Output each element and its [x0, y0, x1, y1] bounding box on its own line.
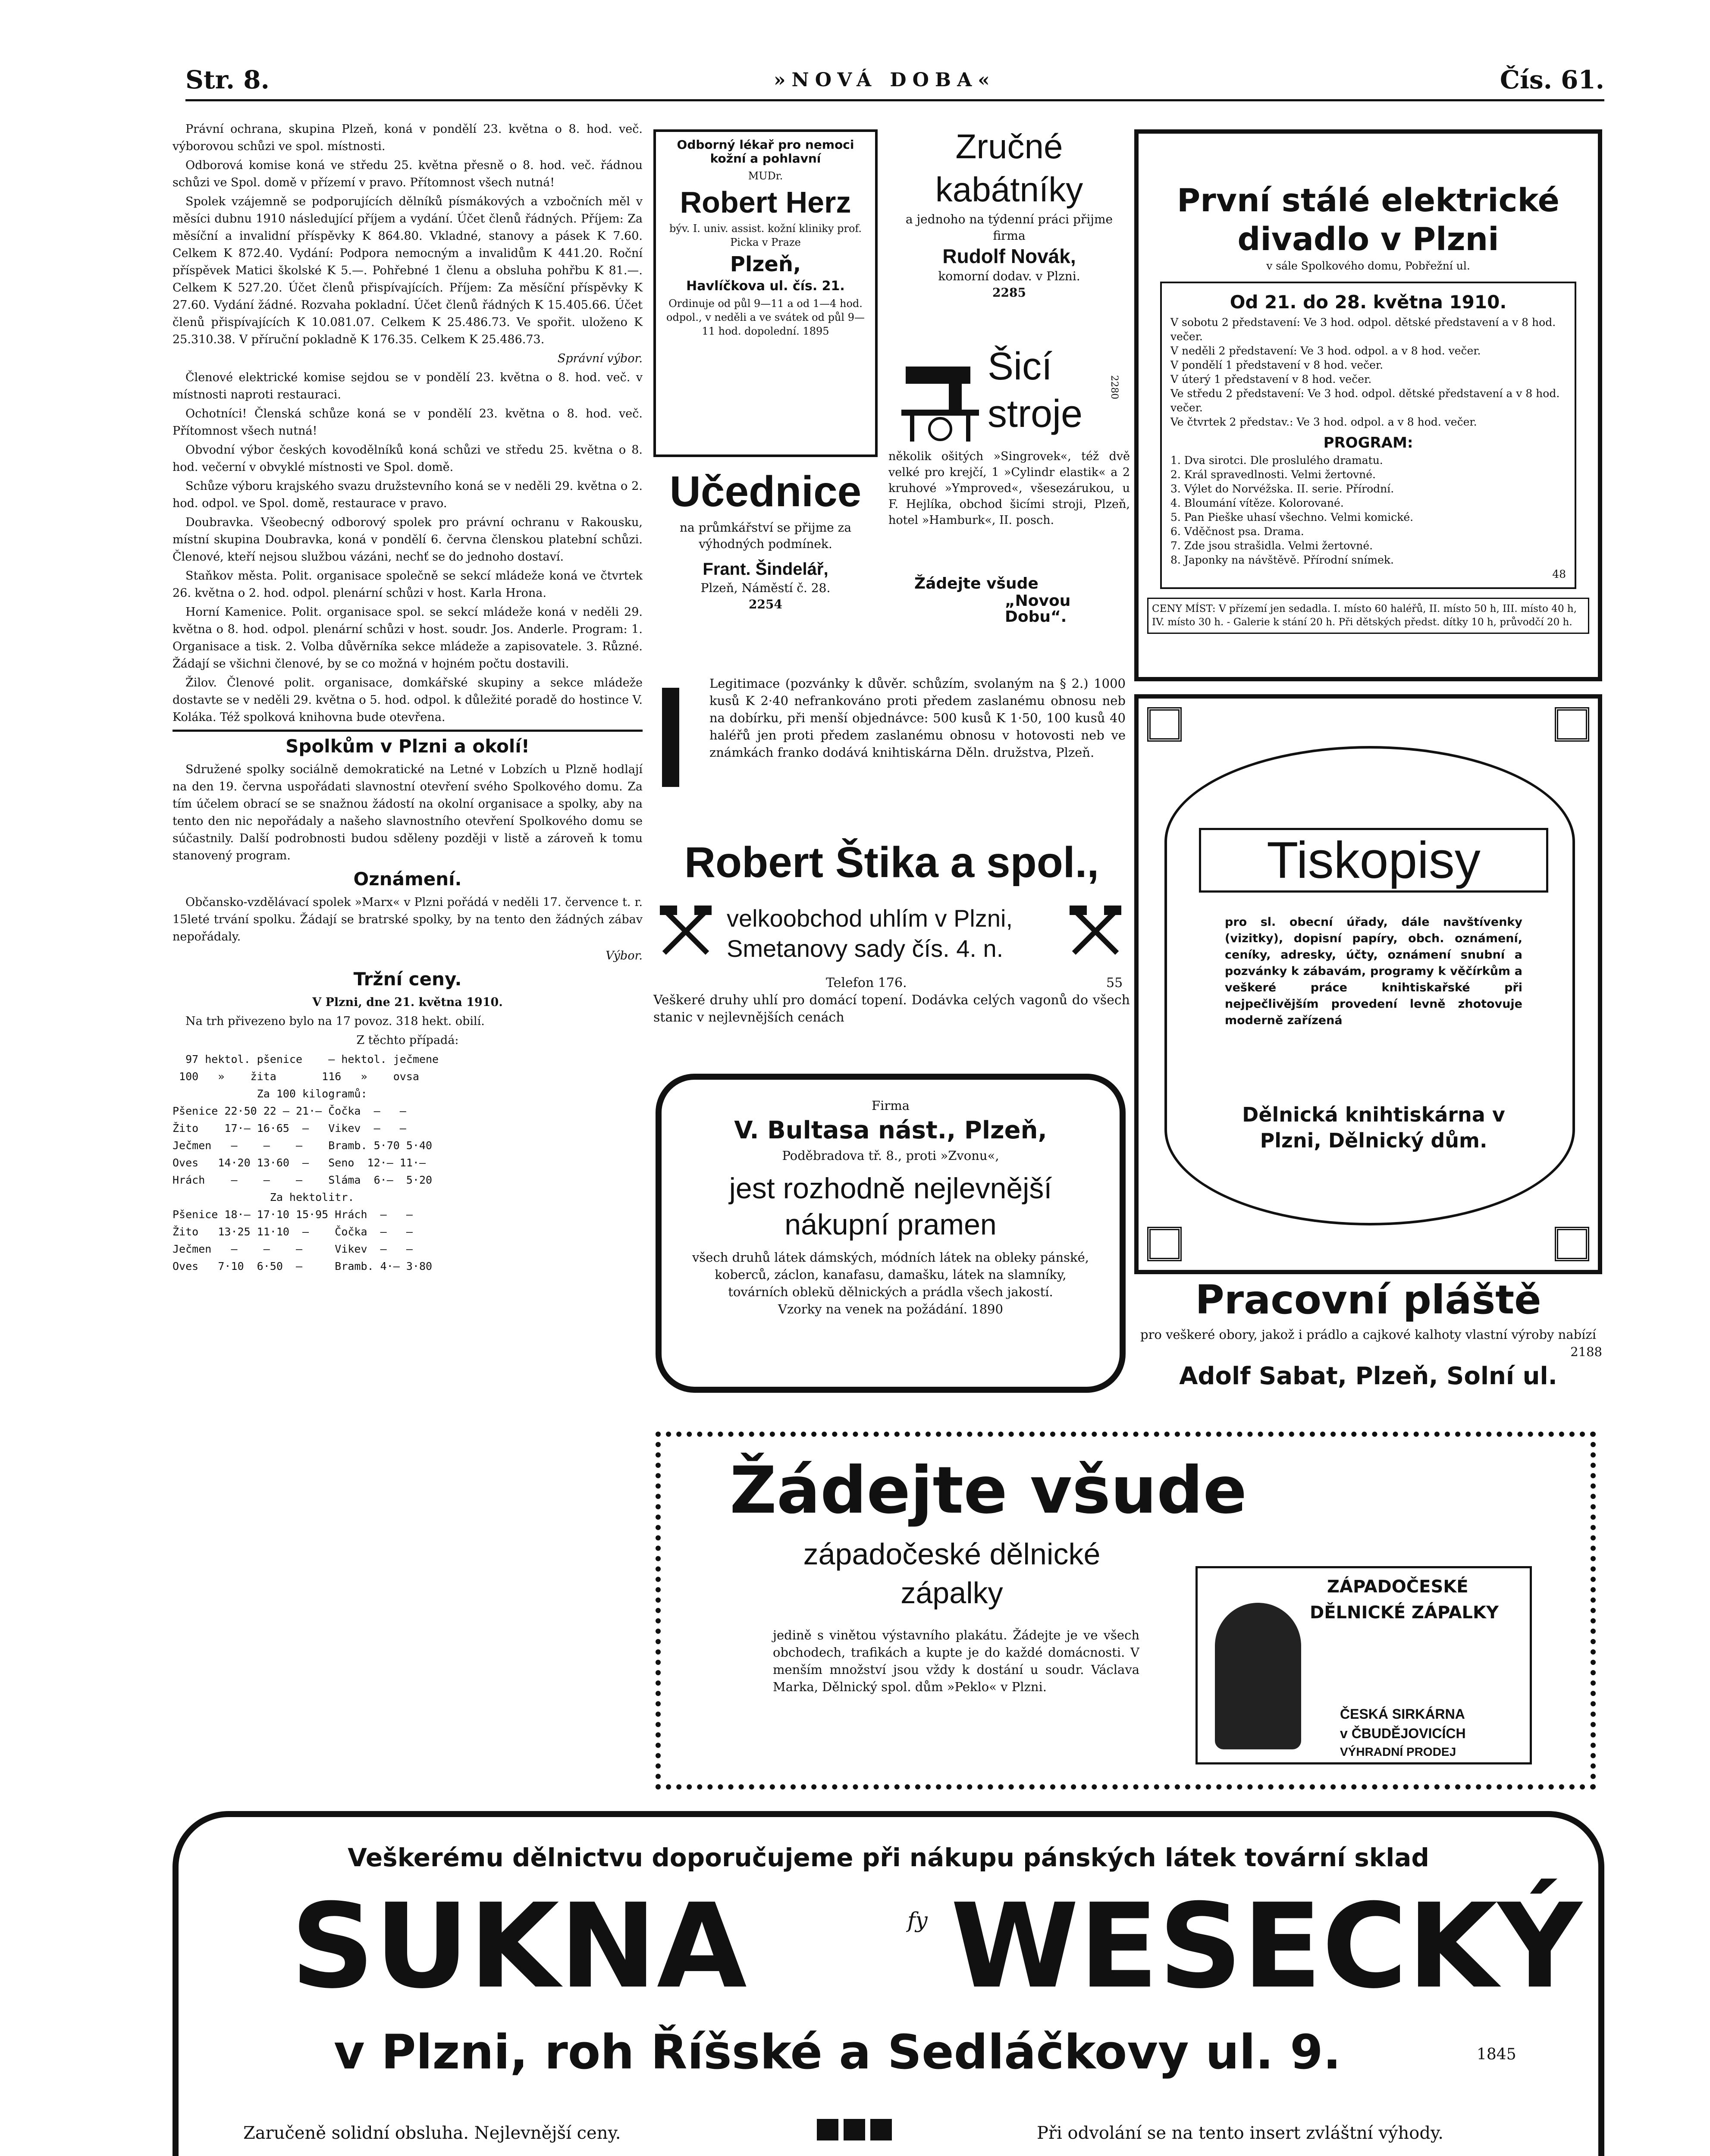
cinema-program-item: 4. Bloumání vítěze. Kolorované.: [1170, 497, 1344, 509]
market-price-row: Oves 14·20 13·60 — Seno 12·— 11·—: [173, 1156, 426, 1169]
cinema-program-item: 7. Zde jsou strašidla. Velmi žertovné.: [1170, 539, 1373, 552]
market-price-row: 100 » žita 116 » ovsa: [173, 1070, 419, 1083]
page-number: Str. 8.: [185, 65, 270, 94]
news-item: Sdružené spolky sociálně demokratické na Letné v Lobzích u Plzně hodlají na den 19. června uspořádati slavnostní otevření svého Spolkového domu. Za tím účelem obrací se se snažnou žádostí na okolní organisace a spolky, aby na tento den nic nepořádaly a našeho slavnostního otevření Spolkového domu se súčastnily. Další podrobnosti budou sděleny později v listě a zároveň k tomu stanovený program.: [173, 763, 643, 862]
news-column: [173, 121, 643, 1302]
market-price-row: Oves 7·10 6·50 — Bramb. 4·— 3·80: [173, 1260, 433, 1272]
ad-matches-logo: [1195, 1566, 1532, 1764]
market-price-table: [173, 1051, 643, 1275]
black-squares-icon: [817, 2119, 892, 2140]
ad-bultas-firma: Firma: [871, 1098, 910, 1113]
ad-apprentice-num: 2254: [749, 597, 782, 611]
cinema-schedule-row: V úterý 1 představení v 8 hod. večer.: [1170, 373, 1372, 385]
ad-apprentice: [653, 464, 878, 649]
hammers-icon: [1067, 903, 1123, 959]
ad-matches-logo-2: DĚLNICKÉ ZÁPALKY: [1310, 1603, 1499, 1623]
market-price-row: Pšenice 18·— 17·10 15·95 Hrách — —: [173, 1208, 413, 1221]
ad-wesecky-right: Při odvolání se na tento insert zvláštní výhody.: [1037, 2123, 1443, 2143]
market-price-row: Pšenice 22·50 22 — 21·— Čočka — —: [173, 1105, 406, 1117]
ad-bultas-text: všech druhů látek dámských, módních látek na obleky pánské, koberců, záclon, kanafasu, damašku, látek na slamníky, továrních oblekŭ dělnických a prádla všech jakostí.: [692, 1250, 1089, 1299]
ad-apprentice-address: Plzeň, Náměstí č. 28.: [700, 581, 831, 595]
ad-cinema-prices: CENY MÍST: V přízemí jen sedadla. I. místo 60 haléřů, II. místo 50 h, III. místo 40 h, IV. místo 30 h. - Galerie k stání 20 h. Při dětských předst. dítky 10 h, průvodčí 20 h.: [1147, 598, 1589, 634]
cinema-schedule-row: Ve středu 2 představení: Ve 3 hod. odpol. dětské představení a v 8 hod. večer.: [1170, 387, 1560, 414]
news-signature: Výbor.: [606, 949, 643, 962]
market-price-row: 97 hektol. pšenice — hektol. ječmene: [173, 1053, 439, 1065]
ad-tailors-title-1: Zručné: [955, 127, 1063, 166]
cinema-program-item: 2. Král spravedlnosti. Velmi žertovné.: [1170, 468, 1376, 481]
ad-coal-title: Robert Štika a spol.,: [684, 838, 1099, 887]
cinema-program-item: 5. Pan Pieške uhasí všechno. Velmi komické.: [1170, 511, 1414, 523]
page-header: [185, 60, 1604, 101]
ad-workcoats-title: Pracovní pláště: [1195, 1277, 1541, 1323]
market-price-row: Hrách — — — Sláma 6·— 5·20: [173, 1174, 433, 1186]
hammers-icon: [658, 903, 714, 959]
news-item: Ochotníci! Členská schůze koná se v pondělí 23. května o 8. hod. več. Přítomnost všech nutná!: [173, 407, 643, 438]
news-item: Staňkov města. Polit. organisace společně se sekcí mládeže koná ve čtvrtek 26. května o 2. hod. odpol. plenární schůzi v host. Karla Hrona.: [173, 569, 643, 600]
ad-tailors-num: 2285: [992, 285, 1026, 300]
ad-doctor-name: Robert Herz: [680, 185, 851, 219]
ad-printing-title: Tiskopisy: [1199, 828, 1548, 893]
ad-workcoats-num: 2188: [1570, 1344, 1602, 1359]
ad-wesecky-top: Veškerému dělnictvu doporučujeme při nákupu pánských látek tovární sklad: [348, 1843, 1429, 1872]
corner-ornament-icon: [1555, 1227, 1589, 1261]
ad-wesecky-num: 1845: [1477, 2046, 1516, 2063]
ad-bultas-slogan: jest rozhodně nejlevnější nákupní pramen: [729, 1172, 1052, 1241]
ad-apprentice-title: Učednice: [669, 467, 862, 516]
ad-tailors-name: Rudolf Novák,: [942, 245, 1076, 267]
ad-bultas-address: Poděbradova tř. 8., proti »Zvonu«,: [782, 1148, 999, 1163]
ad-sewing-num: 2280: [1109, 375, 1120, 399]
ad-wesecky: [173, 1811, 1604, 2156]
ad-printing-footer: Dělnická knihtiskárna v Plzni, Dělnický dům.: [1242, 1103, 1505, 1152]
ad-cinema-schedule: [1170, 315, 1566, 429]
ad-workcoats-text: pro veškeré obory, jakož i prádlo a cajkové kalhoty vlastní výroby nabízí: [1140, 1327, 1596, 1342]
market-intro: Na trh přivezeno bylo na 17 povoz. 318 hekt. obilí.: [185, 1015, 485, 1028]
ad-sewing-title-1: Šicí: [988, 345, 1053, 388]
news-item: Doubravka. Všeobecný odborový spolek pro právní ochranu v Rakousku, místní skupina Doubravka, koná v pondělí 6. června členskou platební schůzi. Členové, kteří nejsou službou vázáni, nechť se do jednoho dostaví.: [173, 516, 643, 564]
ad-apprentice-name: Frant. Šindelář,: [703, 560, 828, 579]
section-heading: Oznámení.: [353, 868, 462, 890]
cinema-schedule-row: V sobotu 2 představení: Ve 3 hod. odpol. dětské představení a v 8 hod. večer.: [1170, 316, 1556, 343]
ad-small-nova-doba: „Novou Dobu“.: [1005, 592, 1071, 626]
news-signature: Správní výbor.: [557, 352, 643, 365]
ad-coal-text: Veškeré druhy uhlí pro domácí topení. Dodávka celých vagonů do všech stanic v nejlevnějších cenách: [653, 993, 1130, 1025]
cinema-program-item: 6. Vděčnost psa. Drama.: [1170, 525, 1304, 538]
ad-coal-phone: Telefon 176.: [826, 975, 907, 990]
section-heading: Tržní ceny.: [353, 968, 462, 990]
ad-matches-logo-1: ZÁPADOČESKÉ: [1327, 1577, 1468, 1597]
corner-ornament-icon: [1147, 1227, 1182, 1261]
ad-bultas: [656, 1074, 1126, 1393]
cinema-program-item: 3. Výlet do Norvéžska. II. serie. Přírodní.: [1170, 483, 1394, 495]
ad-tailors-title-2: kabátníky: [935, 170, 1083, 209]
ad-wesecky-fy: fy: [907, 1908, 928, 1933]
ad-printing-text: pro sl. obecní úřady, dále navštívenky (vizitky), dopisní papíry, obch. oznámení, ceníky, adresky, účty, oznámení snubní a pozvánky k zábavám, programy k věčírkům a veškeré práce knihtiskařské při nejpečlivějším provedení levně zhotovuje moderně zařízená: [1225, 915, 1522, 1027]
news-item: Spolek vzájemně se podporujících dělníků písmákových a vzbočních měl v měsíci dubnu 1910 následující příjem a vydání. Účet členů řádných. Příjem: Za měsíční a invalidní příspěvky K 864.80. Vkladné, stanovy a pásek K 7.60. Celkem K 872.40. Vydání: Podpora nemocným a invalidům K 441.20. Roční příspěvek Matici školské K 5.—. Pohřebné 1 členu a obsluha pohřbu K 81.—. Celkem K 527.20. Účet členů přispívajících. Příjem: Za měsíční příspěvky K 27.60. Vydání žádné. Rozvaha pokladní. Účet členů řádných K 15.405.66. Účet členů přispívajících K 10.081.07. Celkem K 25.486.73. Ve spořit. uloženo K 25.310.38. V příruční pokladně K 176.35. Celkem K 25.486.73.: [173, 195, 643, 346]
corner-ornament-icon: [1555, 707, 1589, 742]
cinema-program-item: 1. Dva sirotci. Dle proslulého dramatu.: [1170, 454, 1383, 467]
ad-cinema-inner: [1160, 282, 1576, 589]
ad-bultas-footer: Vzorky na venek na požádání. 1890: [778, 1302, 1003, 1316]
ad-doctor-credentials: býv. I. univ. assist. kožní kliniky prof. Picka v Praze: [669, 222, 862, 248]
ad-matches: [656, 1432, 1596, 1789]
ad-workcoats: [1134, 1274, 1602, 1416]
black-bar: [662, 688, 679, 787]
ad-printing: [1134, 694, 1602, 1274]
news-item: Žilov. Členové polit. organisace, domkářské skupiny a sekce mládeže dostavte se v neděli 29. května o 5. hod. odpol. k důležité poradě do hostince V. Koláka. Též spolková knihovna bude otevřena.: [173, 676, 643, 724]
ad-tailors-address: komorní dodav. v Plzni.: [938, 269, 1080, 283]
ad-sewing-machines: [888, 341, 1130, 626]
ad-cinema-subtitle: v sále Spolkového domu, Pobřežní ul.: [1266, 260, 1470, 272]
market-price-row: Za 100 kilogramů:: [173, 1087, 367, 1100]
ad-cinema-program: [1170, 453, 1566, 567]
ad-matches-logo-4: v ČBUDĚJOVICÍCH: [1340, 1726, 1466, 1741]
divider: [173, 730, 643, 732]
market-price-row: Ječmen — — — Vikev — —: [173, 1243, 413, 1255]
news-item: Horní Kamenice. Polit. organisace spol. se sekcí mládeže koná v neděli 29. května o 8. hod. odpol. plenární schůzi v host. soudr. Jos. Anderle. Program: 1. Organisace a tisk. 2. Volba důvěrníka sekce mládeže a zapisovatele. 3. Různé. Žádají se všichni členové, by se co možná v hojném počtu dostavili.: [173, 605, 643, 671]
ad-legitimace-text: Legitimace (pozvánky k důvěr. schůzím, svolaným na § 2.) 1000 kusů K 2·40 nefrankováno proti předem zaslanému obnosu neb na dobírku, při menší objednávce: 500 kusů K 1·50, 100 kusů 40 haléřů jen proti předem zaslanému obnosu v hotovosti neb ve známkách franko dodává knihtiskárna Děln. družstva, Plzeň.: [709, 676, 1126, 760]
ad-cinema-dates: Od 21. do 28. května 1910.: [1230, 291, 1507, 313]
ad-small-zadejte: Žádejte všude: [914, 575, 1039, 592]
market-price-row: Ječmen — — — Bramb. 5·70 5·40: [173, 1139, 433, 1152]
ad-doctor-street: Havlíčkova ul. čís. 21.: [686, 279, 845, 294]
ad-matches-logo-5: VÝHRADNÍ PRODEJ: [1340, 1745, 1456, 1758]
ad-cinema-num: 48: [1552, 568, 1566, 580]
cinema-schedule-row: Ve čtvrtek 2 představ.: Ve 3 hod. odpol. a v 8 hod. večer.: [1170, 416, 1477, 428]
ad-wesecky-left: Zaručeně solidní obsluha. Nejlevnější ceny.: [243, 2123, 621, 2143]
ad-wesecky-big-2: WESECKÝ: [951, 1878, 1582, 2014]
ad-cinema-program-title: PROGRAM:: [1323, 434, 1413, 451]
corner-ornament-icon: [1147, 707, 1182, 742]
ad-bultas-name: V. Bultasa nást., Plzeň,: [734, 1116, 1047, 1144]
ad-coal-num: 55: [1106, 975, 1123, 990]
news-item: Právní ochrana, skupina Plzeň, koná v pondělí 23. května o 8. hod. več. výborovou schůzi ve spol. místnosti.: [173, 122, 643, 153]
ad-apprentice-text: na průmkářství se přijme za výhodných podmínek.: [679, 520, 852, 551]
ad-wesecky-address: v Plzni, roh Říšské a Sedláčkovy ul. 9.: [334, 2024, 1341, 2080]
ad-matches-sub-2: zápalky: [900, 1576, 1003, 1610]
ad-coal: [653, 834, 1130, 1063]
cinema-schedule-row: V pondělí 1 představení v 8 hod. večer.: [1170, 359, 1384, 371]
market-date: V Plzni, dne 21. května 1910.: [312, 996, 503, 1009]
market-price-row: Žito 13·25 11·10 — Čočka — —: [173, 1225, 413, 1238]
market-price-row: Žito 17·— 16·65 — Vikev — —: [173, 1122, 406, 1134]
news-item: Odborová komise koná ve středu 25. května přesně o 8. hod. več. řádnou schůzi ve Spol. domě v přízemí v pravo. Přítomnost všech nutná!: [173, 159, 643, 189]
ad-doctor-hours: Ordinuje od půl 9—11 a od 1—4 hod. odpol., v neděli a ve svátek od půl 9—11 hod. dopolední. 1895: [666, 298, 865, 337]
ad-doctor-title: Odborný lékař pro nemoci kožní a pohlavní: [677, 138, 854, 166]
news-item: Schůze výboru krajského svazu družstevního koná se v neděli 29. května o 2. hod. odpol. ve Spol. domě, restaurace v pravo.: [173, 479, 643, 510]
ad-matches-sub-1: západočeské dělnické: [803, 1537, 1101, 1571]
ad-wesecky-big-1: SUKNA: [291, 1878, 747, 2014]
market-price-row: Za hektolitr.: [173, 1191, 355, 1203]
ad-doctor-city: Plzeň,: [730, 252, 801, 276]
news-item: Členové elektrické komise sejdou se v pondělí 23. května o 8. hod. več. v místnosti naproti restauraci.: [173, 371, 643, 401]
cinema-program-item: 8. Japonky na návštěvě. Přírodní snímek.: [1170, 554, 1394, 566]
news-item: Občansko-vzdělávací spolek »Marx« v Plzni pořádá v neděli 17. července t. r. 15leté trvání spolku. Žádají se bratrské spolky, by na tento den žádných zábav nepořádaly.: [173, 896, 643, 943]
ad-matches-title: Žádejte všude: [730, 1453, 1247, 1528]
ad-sewing-title-2: stroje: [988, 392, 1083, 436]
ad-matches-text: jedině s vinětou výstavního plakátu. Žádejte je ve všech obchodech, trafikách a kupte je do každé domácnosti. V menším množství jsou vždy k dostání u soudr. Václava Marka, Dělnický spol. dům »Peklo« v Plzni.: [773, 1628, 1139, 1694]
ad-workcoats-name: Adolf Sabat, Plzeň, Solní ul.: [1179, 1362, 1557, 1390]
newspaper-title: »NOVÁ DOBA«: [773, 69, 996, 91]
news-item: Obvodní výbor českých kovodělníků koná schůzi ve středu 25. května o 8. hod. večerní v obvyklé místnosti ve Spol. domě.: [173, 443, 643, 474]
matches-strongman-icon: [1215, 1603, 1301, 1749]
ad-coal-line-1: velkoobchod uhlím v Plzni,: [727, 905, 1013, 932]
ad-cinema: [1134, 129, 1602, 681]
cinema-schedule-row: V neděli 2 představení: Ve 3 hod. odpol. a v 8 hod. večer.: [1170, 345, 1481, 357]
ad-matches-logo-3: ČESKÁ SIRKÁRNA: [1340, 1706, 1465, 1722]
ad-tailors: [888, 125, 1130, 336]
market-case: Z těchto případá:: [356, 1034, 459, 1047]
issue-number: Čís. 61.: [1500, 65, 1604, 94]
ad-sewing-text: několik ošitých »Singrovek«, též dvě velké pro krejčí, 1 »Cylindr elastik« a 2 kruhové »Ymproved«, všesezárukou, u F. Hejlíka, obchod šicími stroji, Plzeň, hotel »Hamburk«, II. posch.: [888, 450, 1130, 527]
section-heading: Spolkům v Plzni a okolí!: [286, 736, 530, 757]
ad-doctor-mudr: MUDr.: [748, 170, 783, 182]
ad-doctor: [653, 129, 878, 457]
ad-legitimace: [653, 671, 1130, 813]
ad-tailors-text: a jednoho na týdenní práci přijme firma: [905, 212, 1113, 243]
ad-coal-line-2: Smetanovy sady čís. 4. n.: [727, 935, 1004, 962]
sewing-machine-icon: [897, 349, 983, 444]
ad-cinema-title: První stálé elektrické divadlo v Plzni: [1177, 182, 1559, 258]
